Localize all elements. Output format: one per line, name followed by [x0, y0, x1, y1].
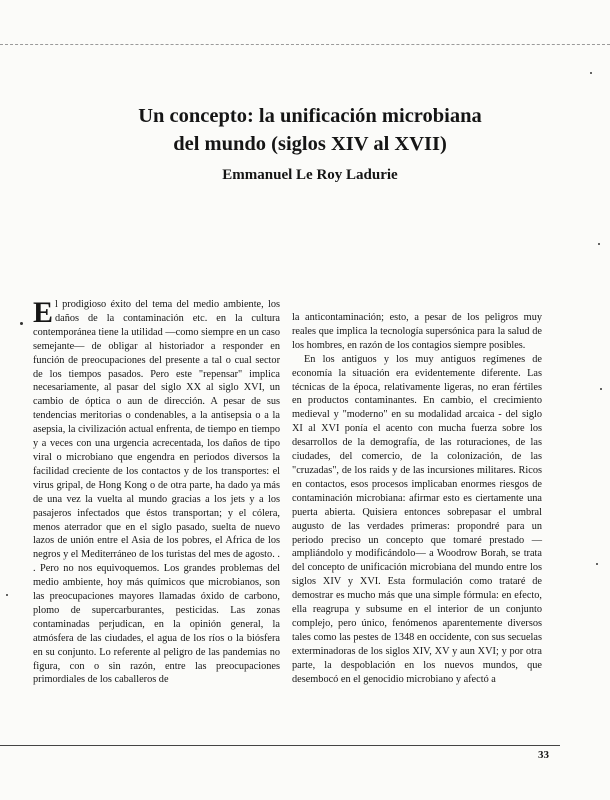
page-number: 33: [538, 749, 549, 761]
title-line-1: Un concepto: la unificación microbiana: [138, 105, 482, 127]
bottom-rule: [0, 745, 560, 746]
left-paragraph-text: l prodigioso éxito del tema del medio ambiente, los daños de la contaminación etc. en la cultura contemporánea tiene la utilidad —como siempre en un caso semejante— de obligar al historiador a responder en función de preocupaciones del presente a tal o cual sector de los tiempos pasados. Pero este "repensar" implica necesariamente, al pasar del siglo XX al siglo XVI, un cambio de óptica o aun de dirección. A pesar de sus tendencias meritorias o condenables, a la antisepsia o a la asepsia, la civilización actual enfrenta, de tiempo en tiempo y a veces con una urgencia acrecentada, los daños de tipo viral o microbiano que engendra en periodos diversos la facilidad creciente de los contactos y de los transportes: el virus gripal, de Hong Kong o de otra parte, ha dado ya más de una vez la vuelta al mundo gracias a los jets y a los pasajeros infectados que éstos transportan; y el cólera, menos aterrador que en el siglo pasado, suelta de nuevo lazos de unión entre el Asia de los pobres, el Africa de los negros y el Mediterráneo de los turistas del mes de agosto. . . Pero no nos equivoquemos. Los grandes problemas del medio ambiente, hoy más químicos que microbianos, son las preocupaciones mayores llamadas óxido de carbono, plomo de supercarburantes, pesticidas. Las zonas contaminadas perjudican, en la opinión general, la atmósfera de las ciudades, el agua de los ríos o la biósfera en su conjunto. Lo referente al peligro de las pandemias no figura, con o sin razón, entre las preocupaciones primordiales de los caballeros de: [33, 299, 280, 686]
scan-speck: [596, 563, 598, 565]
drop-cap: E: [33, 296, 54, 329]
scan-speck: [6, 594, 8, 596]
article-author: Emmanuel Le Roy Ladurie: [222, 167, 398, 183]
title-line-2: del mundo (siglos XIV al XVII): [173, 133, 447, 155]
right-column: [292, 311, 542, 686]
scan-speck: [590, 72, 592, 74]
top-dashed-rule: [0, 44, 610, 45]
left-column: [33, 298, 280, 687]
right-column-paragraph-1: la anticontaminación; esto, a pesar de los peligros muy reales que implica la tecnología supersónica para la salud de los hombres, en razón de los contagios siempre posibles.: [292, 312, 542, 351]
article-title: [90, 102, 530, 158]
scan-speck: [598, 243, 600, 245]
scan-speck: [20, 322, 23, 325]
right-column-paragraph-2: En los antiguos y los muy antiguos regímenes de economía la situación era evidentemente diferente. Las técnicas de la época, relativamente ligeras, no eran fértiles en productos contaminantes. En cambio, el crecimiento medieval y "moderno" en su modalidad arcaica - del siglo XI al XVI ponía el acento con mucha fuerza sobre los desarrollos de la demografía, de las roturaciones, de las ciudades, del comercio, de la colonización, de las "cruzadas", de los raids y de las incursiones militares. Ricos en contactos, esos procesos implicaban enormes riesgos de contaminación microbiana: afirmar esto es ciertamente una puerta abierta. Quisiera entonces sobrepasar el umbral augusto de las verdades primeras: propondré para un periodo preciso un concepto que tomaré prestado —ampliándolo y modificándolo— a Woodrow Borah, se trata del concepto de unificación microbiana del mundo entre los siglos XIV y XVI. Esta formulación como trataré de demostrar es mucho más que una simple fórmula: en efecto, ella reagrupa y subsume en el interior de un conjunto complejo, pero único, fenómenos aparentemente diversos tales como las pestes de 1348 en occidente, con sus secuelas exterminadoras de los siglos XIV, XV y aun XVI; y por otra parte, la despoblación en los nuevos mundos, que desembocó en el genocidio microbiano y afectó a: [292, 353, 542, 685]
left-column-paragraph: [33, 298, 280, 687]
scan-speck: [600, 388, 602, 390]
